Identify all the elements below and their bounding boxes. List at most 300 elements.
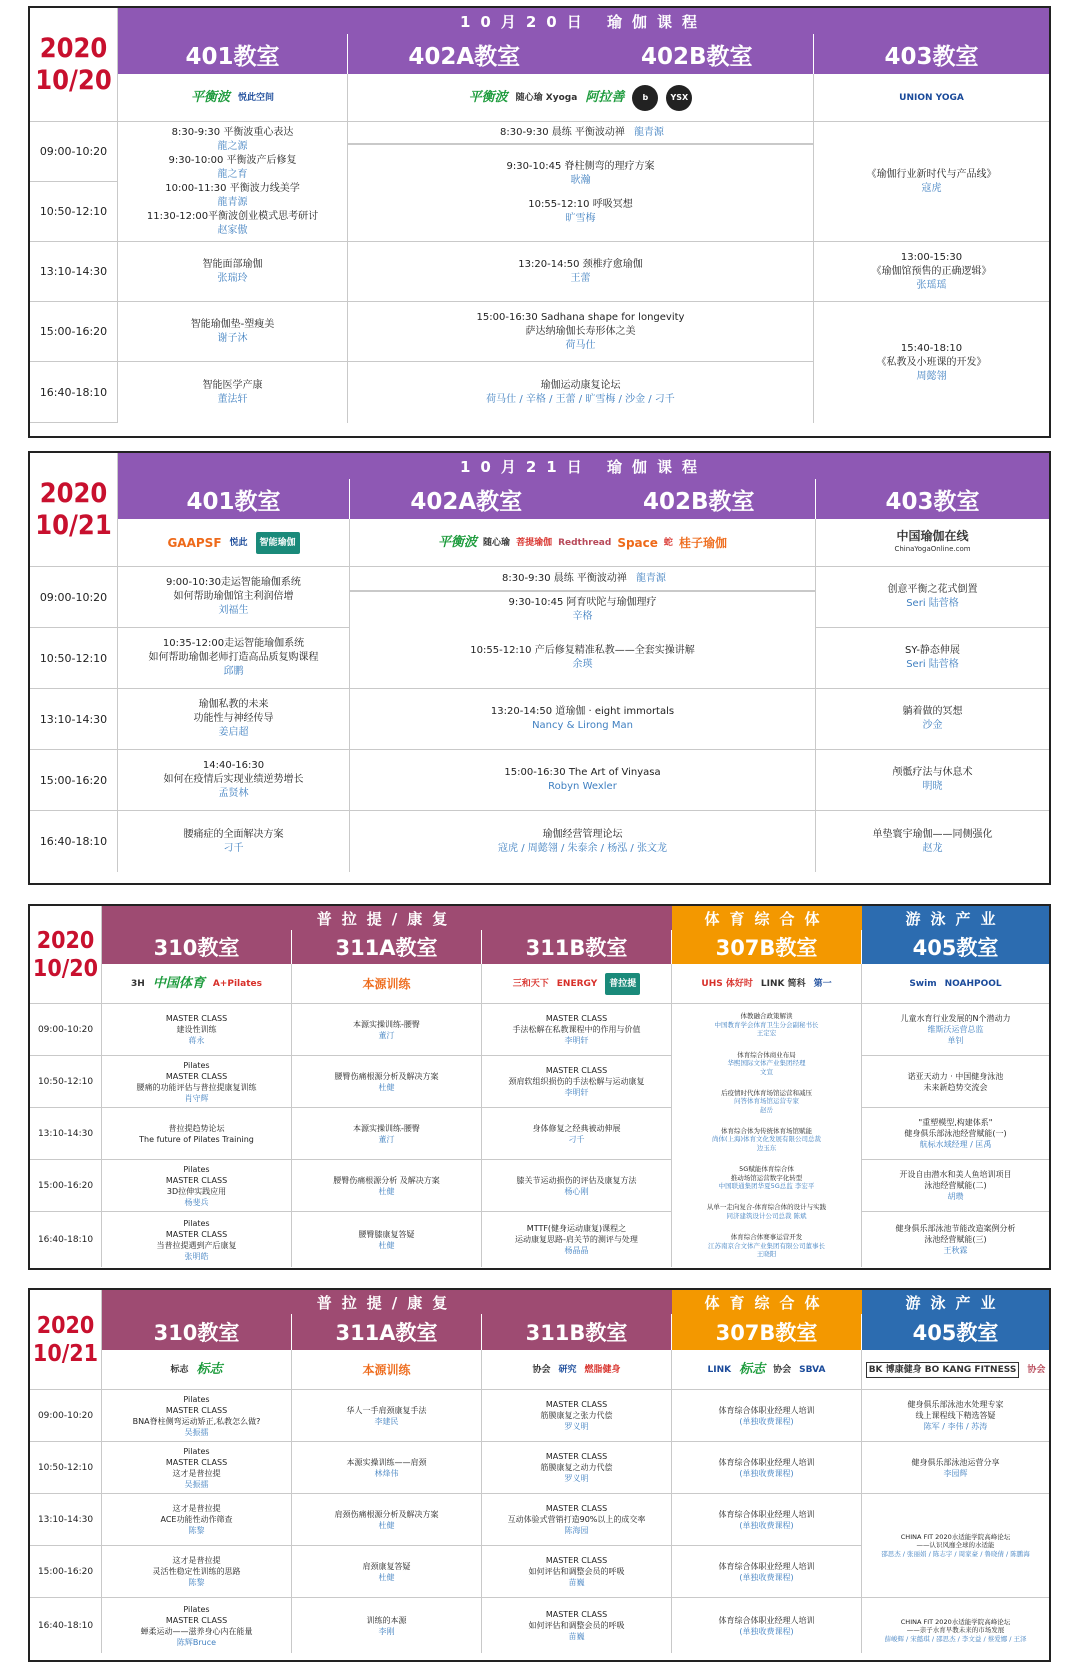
- speaker: 陈军 / 李伟 / 苏涛: [923, 1422, 988, 1431]
- session-cell: [348, 362, 814, 423]
- time-slot: 16:40-18:10: [30, 1212, 102, 1267]
- session-subtitle: 《私教及小班课的开发》: [876, 356, 987, 368]
- session-title: Pilates: [183, 1164, 210, 1174]
- time-slot: 16:40-18:10: [30, 1598, 102, 1653]
- session-item: [718, 1089, 815, 1115]
- speaker-org: 江苏南京合文体产业集团有限公司董事长: [708, 1241, 825, 1250]
- sponsor-logos-401: [118, 74, 348, 122]
- date: 10/20: [35, 64, 112, 96]
- session-cell: [482, 1494, 672, 1546]
- session-subtitle: 腰痛的功能评估与普拉提康复训练: [136, 1082, 257, 1092]
- year: 2020: [39, 32, 108, 64]
- session-title: 训练的本源: [366, 1615, 407, 1625]
- sponsor-logo: 中国瑜伽在线: [896, 529, 969, 543]
- sponsor-logo: NOAHPOOL: [944, 978, 1002, 989]
- room-311b: 311B教室: [482, 1314, 672, 1350]
- session-subtitle: 灵活性稳定性训练的思路: [152, 1567, 241, 1576]
- session-title: 体育综合体职业经理人培训: [718, 1615, 815, 1625]
- session-cell: [102, 1494, 292, 1546]
- session-title: MASTER CLASS: [165, 1014, 228, 1023]
- session-cell: [816, 689, 1049, 750]
- sponsor-logo: 协会: [773, 1364, 792, 1375]
- session-cell: [102, 1598, 292, 1653]
- speaker: 董汀: [378, 1134, 395, 1144]
- speaker: 杨斐兵: [184, 1197, 209, 1207]
- session-title: 10:55-12:10 产后修复精准私教——全套实操讲解: [470, 645, 695, 656]
- session-title: MASTER CLASS: [545, 1504, 608, 1513]
- date-label: [30, 1290, 102, 1390]
- speaker: 谢子沐: [217, 332, 248, 344]
- session-title: 本源实操训练-腰臀: [353, 1123, 420, 1133]
- session-title: 9:30-10:45 脊柱侧弯的理疗方案: [506, 161, 655, 172]
- session-cell: [118, 242, 348, 302]
- session-subtitle: 健身俱乐部泳池经营赋能(一): [904, 1129, 1007, 1138]
- session-subtitle: MASTER CLASS: [165, 1071, 228, 1081]
- speaker: 赵岳: [760, 1105, 773, 1114]
- session-title: 13:20-14:50 颈椎疗愈瑜伽: [518, 258, 643, 270]
- session-title: MASTER CLASS: [545, 1014, 608, 1023]
- sponsor-logo: ENERGY: [556, 978, 598, 989]
- date-label: [30, 8, 118, 122]
- session-title: 瑜伽私教的未来: [198, 699, 269, 710]
- session-cell: [862, 1056, 1049, 1108]
- session-title: Pilates: [183, 1218, 210, 1228]
- session-subtitle: 《瑜伽馆预售的正确逻辑》: [871, 265, 992, 277]
- speaker: 杜健: [378, 1186, 395, 1196]
- session-title: 10:00-11:30 平衡波力线美学: [165, 182, 300, 194]
- date: 10/20: [32, 955, 99, 982]
- speaker: 王定宏: [756, 1029, 777, 1038]
- session-subtitle: ——亲子水育早教未来的市场发展: [906, 1626, 1005, 1634]
- room-311b: 311B教室: [482, 930, 672, 964]
- session-title: 智能瑜伽垫-塑瘦美: [190, 318, 275, 330]
- speaker: 王秋霖: [943, 1246, 968, 1255]
- speaker: 罗义明: [564, 1474, 589, 1483]
- sponsor-logo: LINK: [707, 1364, 732, 1375]
- session-cell: [118, 362, 348, 423]
- day-header: 10月21日 瑜伽课程: [118, 453, 1049, 479]
- session-subtitle: 筋膜康复之张力代偿: [540, 1411, 613, 1420]
- session-subtitle: ACE功能性动作筛查: [160, 1515, 233, 1524]
- sponsor-logo: 平衡波: [468, 89, 508, 105]
- speaker: 刁千: [568, 1134, 585, 1144]
- session-title: 9:30-10:00 平衡波产后修复: [168, 154, 297, 166]
- sponsor-logos-307b: [672, 1350, 862, 1390]
- sponsor-logo: b: [632, 85, 658, 111]
- session-cell: [348, 242, 814, 302]
- session-title: 10:55-12:10 呼吸冥想: [528, 199, 633, 210]
- speaker: 杜健: [378, 1572, 395, 1582]
- session-cell: [672, 1494, 862, 1546]
- speaker: 单钊: [947, 1036, 964, 1045]
- session-cell: [118, 750, 350, 811]
- session-subtitle: MASTER CLASS: [165, 1229, 228, 1239]
- session-title: MASTER CLASS: [545, 1400, 608, 1409]
- sponsor-logo: 本源训练: [362, 1362, 411, 1377]
- speaker: 董法轩: [217, 393, 248, 405]
- session-title: 普拉提趋势论坛: [168, 1123, 225, 1133]
- session-cell: [816, 750, 1049, 811]
- sponsor-logo: 阿拉善: [585, 89, 625, 105]
- session-title: Pilates: [183, 1604, 210, 1614]
- session-title: 儿童水育行业发展的N个潜动力: [900, 1014, 1011, 1023]
- speaker: 王蕾: [570, 272, 591, 284]
- session-subtitle: 如何评估和调整会员的呼吸: [528, 1621, 625, 1630]
- session-item: [884, 1618, 1026, 1644]
- session-cell: [102, 1546, 292, 1598]
- sponsor-logo: Swim: [909, 978, 937, 989]
- session-title: 身体修复之经典被动伸展: [532, 1123, 621, 1133]
- session-cell: [482, 1004, 672, 1056]
- speaker: 寇虎: [921, 182, 942, 194]
- session-subtitle: MASTER CLASS: [165, 1457, 228, 1467]
- session-cell: [862, 1004, 1049, 1056]
- session-subtitle: 当普拉提遇到产后康复: [156, 1240, 237, 1250]
- sponsor-logo: UNION YOGA: [899, 92, 964, 103]
- speaker: 明晓: [922, 781, 943, 792]
- session-cell: [350, 689, 816, 750]
- fee-note: (单独收费课程): [739, 1626, 794, 1636]
- day-header: 10月20日 瑜伽课程: [118, 8, 1049, 34]
- sponsor-logo: GAAPSF: [167, 535, 222, 550]
- session-title: 13:00-15:30: [900, 251, 963, 263]
- session-cell: [816, 628, 1049, 689]
- sponsor-logo: YSX: [666, 85, 692, 111]
- session-cell: [816, 811, 1049, 872]
- speaker: 寇虎 / 周懿翎 / 朱泰余 / 杨泓 / 张文龙: [498, 842, 667, 854]
- session-title: 华人一手肩颈康复手法: [346, 1405, 427, 1415]
- session-cell: [862, 1442, 1049, 1494]
- sponsor-logo: 悦此: [229, 537, 248, 548]
- sponsor-logo: 随心瑜: [483, 537, 511, 548]
- session-cell: [482, 1598, 672, 1653]
- session-title: 《瑜伽行业新时代与产品线》: [866, 168, 997, 180]
- sponsor-logo: 燃脂健身: [584, 1364, 621, 1375]
- speaker: 李园辉: [943, 1468, 968, 1478]
- time-slot: 15:00-16:20: [30, 750, 118, 811]
- session-cell: [292, 1546, 482, 1598]
- room-402a: 402A教室: [408, 43, 521, 70]
- session-cell: [118, 122, 348, 242]
- session-title: 10:35-12:00走运智能瑜伽系统: [162, 638, 305, 649]
- session-title: Pilates: [183, 1446, 210, 1456]
- session-title: 15:00-16:30 Sadhana shape for longevity: [476, 311, 685, 323]
- speaker: 林烽伟: [374, 1468, 399, 1478]
- schedule-1020-yoga: [28, 6, 1051, 438]
- session-title: CHINA FIT 2020水适能学院高峰论坛: [900, 1532, 1011, 1541]
- sponsor-logo-caption: ChinaYogaOnline.com: [894, 545, 971, 553]
- sponsor-logo: Redthread: [558, 537, 612, 548]
- session-cell: [814, 302, 1049, 423]
- sponsor-logo: 标志: [196, 1361, 223, 1377]
- session-title: 肩颈伤痛根源分析及解决方案: [334, 1509, 439, 1519]
- session-cell: [482, 1212, 672, 1267]
- session-subtitle: 如何帮助瑜伽老师打造高品质复购课程: [148, 652, 319, 663]
- speaker: 杨心刚: [564, 1186, 589, 1196]
- session-title: 5G赋能体育综合体: [739, 1165, 794, 1174]
- time-slot: 10:50-12:10: [30, 628, 118, 689]
- speaker: 陈黎: [188, 1526, 205, 1535]
- time-slot: 15:00-16:20: [30, 1546, 102, 1598]
- sponsor-logos-307b: [672, 964, 862, 1004]
- room-403: 403教室: [814, 34, 1049, 74]
- session-subtitle: 这才是普拉提: [172, 1468, 221, 1478]
- session-title: 15:40-18:10: [900, 342, 963, 354]
- sponsor-logo: Space: [617, 535, 658, 550]
- session-cell: [102, 1442, 292, 1494]
- sponsor-logos-402: [348, 74, 814, 122]
- sponsor-logo: 标志: [739, 1361, 766, 1377]
- speaker: 周懿翎: [916, 370, 947, 382]
- speaker: 邱鹏: [223, 666, 244, 677]
- session-title: MASTER CLASS: [545, 1452, 608, 1461]
- sponsor-logos-403: [816, 519, 1049, 567]
- speaker-org: 维斯沃运营总监: [927, 1025, 984, 1034]
- track-header-sports: 体育综合体: [672, 906, 862, 930]
- session-title: 13:20-14:50 道瑜伽 · eight immortals: [490, 706, 675, 717]
- session-title: 智能医学产康: [202, 379, 263, 391]
- session-title: 这才是普拉提: [172, 1556, 221, 1565]
- room-405: 405教室: [862, 1314, 1049, 1350]
- session-title: 体教融合政策解读: [740, 1012, 793, 1021]
- time-slot: 15:00-16:20: [30, 1160, 102, 1212]
- session-title: 体育综合体职业经理人培训: [718, 1561, 815, 1571]
- session-subtitle: 如何在疫情后实现业绩逆势增长: [163, 774, 304, 785]
- session-cell: [102, 1056, 292, 1108]
- session-title: Pilates: [183, 1394, 210, 1404]
- speaker: 薛峻辉 / 宋懿琪 / 邵思杰 / 李文益 / 蔡爱娜 / 王泽: [884, 1634, 1027, 1643]
- speaker: 赵家傲: [217, 224, 248, 236]
- session-cell: [102, 1004, 292, 1056]
- session-cell: [672, 1546, 862, 1598]
- session-subtitle: 颈肩软组织损伤的手法松解与运动康复: [508, 1077, 645, 1086]
- room-310: 310教室: [102, 930, 292, 964]
- time-slot: 13:10-14:30: [30, 1494, 102, 1546]
- speaker-org: 问答体育场馆运营专家: [734, 1097, 799, 1106]
- session-subtitle: 蝉柔运动——滋养身心内在能量: [140, 1626, 253, 1636]
- speaker: 孟贤林: [218, 788, 249, 799]
- speaker: Seri 陆菅格: [906, 659, 959, 670]
- time-slot: 10:50-12:10: [30, 1056, 102, 1108]
- fee-note: (单独收费课程): [739, 1416, 794, 1426]
- sponsor-logo: 三和天下: [512, 978, 549, 989]
- speaker: 荷马仕 / 辛格 / 王蕾 / 旷雪梅 / 沙金 / 刁千: [486, 393, 675, 405]
- session-item: [712, 1127, 821, 1153]
- room-311a: 311A教室: [292, 1314, 482, 1350]
- speaker: 文宣: [760, 1067, 773, 1076]
- session-cell: [350, 567, 816, 591]
- sponsor-logo: A+Pilates: [212, 978, 262, 989]
- session-subtitle: The future of Pilates Training: [139, 1134, 254, 1144]
- speaker: 耿瀚: [570, 175, 591, 186]
- sponsor-logos-310: [102, 1350, 292, 1390]
- speaker: 中国联通集团华夏5G总监 李宏平: [718, 1182, 815, 1191]
- sponsor-logos-403: [814, 74, 1049, 122]
- speaker: 张明皓: [184, 1251, 209, 1261]
- speaker: 辛格: [572, 611, 593, 622]
- speaker: 刘福生: [218, 605, 249, 616]
- session-title: 腰臀膝康复答疑: [358, 1229, 415, 1239]
- speaker-org: 尚体(上海)体育文化发展有限公司总裁: [711, 1135, 822, 1144]
- session-title: 膝关节运动损伤的评估及康复方法: [516, 1175, 637, 1185]
- sponsor-logo: 协会: [532, 1364, 551, 1375]
- session-title: 智能面部瑜伽: [202, 258, 263, 270]
- session-title: MASTER CLASS: [545, 1556, 608, 1565]
- session-title: 肩颈康复答疑: [362, 1561, 411, 1571]
- session-cell: [814, 122, 1049, 242]
- speaker: 龍青源: [635, 572, 666, 584]
- session-subtitle: 建设性训练: [176, 1025, 217, 1034]
- speaker: 龍之源: [217, 140, 248, 152]
- room-310: 310教室: [102, 1314, 292, 1350]
- session-title: 体育综合体赛事运营开发: [730, 1233, 803, 1242]
- session-cell: [672, 1442, 862, 1494]
- room-307b: 307B教室: [672, 930, 862, 964]
- session-subtitle: MASTER CLASS: [165, 1405, 228, 1415]
- session-title: 健身俱乐部泳池水处理专家: [907, 1400, 1004, 1409]
- session-title: 腰痛症的全面解决方案: [183, 828, 284, 840]
- schedule-1021-pilates-sports-swim: [28, 1288, 1051, 1662]
- speaker: 沙金: [922, 720, 943, 731]
- speaker: 刁千: [223, 842, 244, 854]
- session-subtitle: 泳池经营赋能(二): [924, 1181, 987, 1190]
- year: 2020: [39, 477, 108, 509]
- speaker: 蒋永: [188, 1036, 205, 1045]
- speaker: 张瑞玲: [217, 272, 248, 284]
- session-title: 单垫寰宇瑜伽——同侧强化: [872, 828, 993, 840]
- session-title: MTTF(健身运动康复)课程之: [526, 1224, 627, 1233]
- session-cell: [350, 591, 816, 628]
- speaker: 姜启超: [218, 727, 249, 738]
- speaker-org: 华熙国际文体产业集团经理: [727, 1059, 806, 1068]
- sponsor-logo: 标志: [170, 1364, 189, 1375]
- session-cell: [862, 1108, 1049, 1160]
- speaker: 龍之育: [217, 168, 248, 180]
- session-item: [728, 1051, 806, 1077]
- session-cell: [292, 1598, 482, 1653]
- session-subtitle: 如何评估和调整会员的呼吸: [528, 1567, 625, 1576]
- sponsor-logo: 随心瑜 Xyoga: [515, 92, 578, 103]
- session-title: 9:30-10:45 阿育吠陀与瑜伽理疗: [508, 597, 657, 608]
- sponsor-logo: 中国体育: [152, 975, 205, 991]
- session-title: "重塑模型,构建体系": [918, 1118, 993, 1127]
- sponsor-logo: 本源训练: [362, 976, 411, 991]
- sponsor-logo: 协会: [1027, 1364, 1046, 1375]
- speaker: 张瑶瑶: [916, 279, 947, 291]
- sponsor-logos-310: [102, 964, 292, 1004]
- session-cell: [102, 1108, 292, 1160]
- session-subtitle: 运动康复思路-肩关节的测评与处理: [515, 1235, 638, 1244]
- session-title: 体育综合体职业经理人培训: [718, 1405, 815, 1415]
- sponsor-logo: 3H: [131, 978, 145, 989]
- year: 2020: [36, 927, 95, 954]
- session-title: 本源实操训练——肩颈: [346, 1457, 427, 1467]
- session-subtitle: BNA脊柱侧弯运动矫正,私教怎么做?: [132, 1416, 261, 1426]
- speaker-org: 中国教育学会体育卫生分会副秘书长: [714, 1020, 819, 1029]
- speaker: Seri 陆菅格: [906, 598, 959, 609]
- sponsor-logos-402: [350, 519, 816, 567]
- session-cell: [348, 144, 814, 242]
- session-subtitle: 线上课程线下精选答疑: [915, 1411, 996, 1420]
- session-cell: [292, 1390, 482, 1442]
- speaker: 旷雪梅: [565, 213, 596, 224]
- speaker: 苗巍: [568, 1578, 585, 1587]
- speaker: 余瑛: [572, 659, 593, 670]
- speaker: Nancy & Lirong Man: [532, 720, 633, 731]
- session-cell: [118, 567, 350, 628]
- session-cell: [292, 1160, 482, 1212]
- sponsor-logos-401: [118, 519, 350, 567]
- schedule-1021-yoga: [28, 451, 1051, 885]
- session-cell: [118, 628, 350, 689]
- speaker: 赵龙: [922, 842, 943, 854]
- session-title: 健身俱乐部泳池运营分享: [911, 1457, 1000, 1467]
- speaker: 龍青源: [633, 126, 664, 138]
- track-header-pilates: 普拉提/康复: [102, 906, 672, 930]
- session-cell: [816, 567, 1049, 628]
- sponsor-logo: 悦此空间: [238, 92, 275, 103]
- sponsor-logo: LINK 简科: [760, 978, 806, 989]
- session-cell: [862, 1390, 1049, 1442]
- room-405: 405教室: [862, 930, 1049, 964]
- speaker: 李刚: [378, 1626, 395, 1636]
- sponsor-logos-311b: [482, 964, 672, 1004]
- session-cell: [102, 1390, 292, 1442]
- sponsor-logo: 平衡波: [438, 534, 478, 550]
- session-cell: [814, 242, 1049, 302]
- speaker: 吴振擂: [184, 1479, 209, 1489]
- session-cell: [118, 689, 350, 750]
- session-cell: [482, 1056, 672, 1108]
- session-cell: [672, 1598, 862, 1653]
- session-item: [704, 1203, 829, 1220]
- fee-note: (单独收费课程): [739, 1468, 794, 1478]
- session-title: 开设自由潜水和美人鱼培训项目: [899, 1170, 1012, 1179]
- speaker: 杜健: [378, 1520, 395, 1530]
- sponsor-logo: 蛇: [663, 537, 673, 548]
- speaker: 同济建筑设计公司总裁 陈斌: [726, 1211, 807, 1220]
- speaker: 罗义明: [564, 1422, 589, 1431]
- room-401: 401教室: [118, 34, 348, 74]
- session-title: 创意平衡之花式倒置: [887, 584, 978, 595]
- session-cell: [348, 122, 814, 144]
- session-cell: [102, 1160, 292, 1212]
- speaker: 陈辉Bruce: [176, 1637, 217, 1647]
- speaker: 胡瓒: [947, 1192, 964, 1201]
- session-column-307b: [672, 1004, 862, 1267]
- session-cell: [292, 1442, 482, 1494]
- session-title: 后疫情时代体育场馆运营和减压: [721, 1088, 812, 1097]
- session-cell: [292, 1494, 482, 1546]
- sponsor-logo: 平衡波: [190, 89, 230, 105]
- speaker: 苗巍: [568, 1632, 585, 1641]
- session-cell: [862, 1212, 1049, 1267]
- speaker: 杜健: [378, 1240, 395, 1250]
- year: 2020: [36, 1312, 95, 1339]
- sponsor-logos-311a: [292, 1350, 482, 1390]
- session-title: 这才是普拉提: [172, 1504, 221, 1513]
- session-item: [708, 1233, 825, 1259]
- session-title: 颅骶疗法与休息术: [892, 767, 973, 778]
- date: 10/21: [32, 1340, 99, 1367]
- session-cell: [118, 302, 348, 362]
- session-subtitle: MASTER CLASS: [165, 1615, 228, 1625]
- session-cell: [118, 811, 350, 872]
- session-subtitle: 萨达纳瑜伽长寿形体之美: [525, 325, 636, 337]
- speaker: 董汀: [378, 1030, 395, 1040]
- sponsor-logos-311b: [482, 1350, 672, 1390]
- session-title: 9:00-10:30走运智能瑜伽系统: [166, 577, 301, 588]
